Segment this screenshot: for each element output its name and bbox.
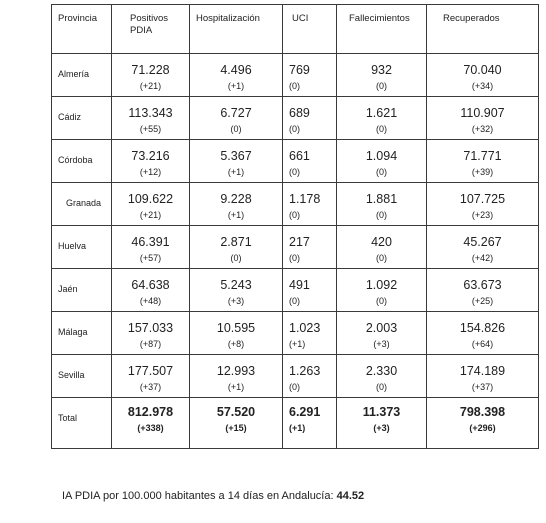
cell-value: 1.094 bbox=[365, 149, 398, 163]
cell-hosp bbox=[190, 54, 283, 97]
table-row bbox=[52, 54, 539, 97]
cell-positivos bbox=[112, 97, 190, 140]
cell-hosp bbox=[190, 226, 283, 269]
cell-delta: (+48) bbox=[139, 296, 162, 306]
cell-hosp bbox=[190, 312, 283, 355]
cell-hosp bbox=[190, 355, 283, 398]
cell-delta: (+15) bbox=[225, 423, 247, 433]
cell-positivos bbox=[112, 183, 190, 226]
cell-delta: (0) bbox=[289, 210, 300, 220]
cell-value: 932 bbox=[371, 63, 392, 77]
total-row bbox=[52, 398, 539, 449]
cell-value: 174.189 bbox=[459, 364, 506, 378]
cell-rec bbox=[427, 355, 539, 398]
cell-rec bbox=[427, 398, 539, 449]
cell-positivos bbox=[112, 269, 190, 312]
cell-uci bbox=[283, 312, 337, 355]
cell-delta: (+1) bbox=[227, 167, 245, 177]
cell-value: 12.993 bbox=[216, 364, 256, 378]
cell-value: 1.263 bbox=[289, 364, 321, 378]
cell-value: 2.003 bbox=[365, 321, 398, 335]
table-row bbox=[52, 269, 539, 312]
cell-uci bbox=[283, 398, 337, 449]
cell-hosp bbox=[190, 398, 283, 449]
cell-delta: (+32) bbox=[471, 124, 494, 134]
cell-uci bbox=[283, 140, 337, 183]
cell-value: 798.398 bbox=[459, 405, 506, 419]
cell-delta: (+57) bbox=[139, 253, 162, 263]
cell-uci bbox=[283, 355, 337, 398]
cell-delta: (0) bbox=[376, 81, 387, 91]
cell-delta: (0) bbox=[376, 253, 387, 263]
table-row bbox=[52, 312, 539, 355]
cell-delta: (0) bbox=[289, 382, 300, 392]
cell-value: 1.023 bbox=[289, 321, 321, 335]
cell-provincia: Granada bbox=[52, 183, 112, 226]
cell-delta: (+39) bbox=[471, 167, 494, 177]
cell-positivos bbox=[112, 355, 190, 398]
cell-value: 5.367 bbox=[220, 149, 252, 163]
cell-hosp bbox=[190, 183, 283, 226]
cell-delta: (+21) bbox=[139, 210, 162, 220]
cell-delta: (+37) bbox=[139, 382, 162, 392]
table-row bbox=[52, 140, 539, 183]
cell-value: 9.228 bbox=[220, 192, 252, 206]
cell-delta: (0) bbox=[376, 296, 387, 306]
cell-value: 1.092 bbox=[365, 278, 398, 292]
cell-provincia: Almería bbox=[52, 54, 112, 97]
cell-delta: (0) bbox=[289, 296, 300, 306]
cell-value: 217 bbox=[289, 235, 310, 249]
cell-delta: (+296) bbox=[469, 423, 496, 433]
cell-uci bbox=[283, 226, 337, 269]
cell-value: 64.638 bbox=[131, 278, 170, 292]
cell-delta: (+23) bbox=[471, 210, 494, 220]
cell-hosp bbox=[190, 140, 283, 183]
cell-provincia: Sevilla bbox=[52, 355, 112, 398]
header-hospitalizacion: Hospitalización bbox=[190, 5, 283, 54]
cell-fall bbox=[337, 97, 427, 140]
cell-value: 661 bbox=[289, 149, 310, 163]
cell-positivos bbox=[112, 226, 190, 269]
cell-value: 107.725 bbox=[459, 192, 506, 206]
cell-provincia: Córdoba bbox=[52, 140, 112, 183]
cell-value: 71.771 bbox=[463, 149, 502, 163]
cell-delta: (0) bbox=[289, 81, 300, 91]
cell-uci bbox=[283, 269, 337, 312]
cell-value: 157.033 bbox=[127, 321, 174, 335]
cell-fall bbox=[337, 226, 427, 269]
table-row bbox=[52, 355, 539, 398]
cell-positivos bbox=[112, 140, 190, 183]
cell-value: 10.595 bbox=[216, 321, 256, 335]
cell-value: 6.727 bbox=[220, 106, 252, 120]
cell-delta: (+37) bbox=[471, 382, 494, 392]
cell-fall bbox=[337, 355, 427, 398]
cell-provincia: Cádiz bbox=[52, 97, 112, 140]
cell-value: 71.228 bbox=[131, 63, 170, 77]
cell-value: 1.881 bbox=[365, 192, 398, 206]
cell-rec bbox=[427, 183, 539, 226]
cell-value: 11.373 bbox=[362, 405, 401, 419]
cell-value: 769 bbox=[289, 63, 310, 77]
cell-value: 109.622 bbox=[127, 192, 174, 206]
cell-provincia: Jaén bbox=[52, 269, 112, 312]
cell-provincia: Huelva bbox=[52, 226, 112, 269]
cell-provincia: Málaga bbox=[52, 312, 112, 355]
cell-delta: (0) bbox=[376, 382, 387, 392]
cell-delta: (+1) bbox=[289, 339, 306, 349]
table-row bbox=[52, 226, 539, 269]
cell-provincia: Total bbox=[52, 398, 112, 449]
cell-delta: (+34) bbox=[471, 81, 494, 91]
cell-fall bbox=[337, 269, 427, 312]
cell-delta: (0) bbox=[376, 124, 387, 134]
cell-delta: (+8) bbox=[227, 339, 245, 349]
cell-rec bbox=[427, 140, 539, 183]
cell-delta: (0) bbox=[289, 124, 300, 134]
cell-positivos bbox=[112, 398, 190, 449]
cell-value: 2.871 bbox=[220, 235, 252, 249]
cell-delta: (+42) bbox=[471, 253, 494, 263]
cell-fall bbox=[337, 140, 427, 183]
cell-delta: (0) bbox=[289, 253, 300, 263]
cell-value: 110.907 bbox=[460, 106, 505, 120]
cell-hosp bbox=[190, 97, 283, 140]
cell-uci bbox=[283, 54, 337, 97]
covid-data-table bbox=[51, 4, 539, 449]
cell-delta: (0) bbox=[230, 253, 242, 263]
cell-delta: (+12) bbox=[139, 167, 162, 177]
cell-value: 63.673 bbox=[463, 278, 502, 292]
cell-delta: (+338) bbox=[137, 423, 164, 433]
cell-value: 57.520 bbox=[216, 405, 256, 419]
footer-note bbox=[62, 490, 364, 502]
header-recuperados: Recuperados bbox=[427, 5, 539, 54]
cell-delta: (0) bbox=[376, 210, 387, 220]
cell-value: 5.243 bbox=[220, 278, 252, 292]
cell-value: 73.216 bbox=[131, 149, 170, 163]
footer-value: 44.52 bbox=[336, 490, 365, 502]
cell-delta: (+1) bbox=[227, 382, 245, 392]
cell-fall bbox=[337, 312, 427, 355]
cell-uci bbox=[283, 183, 337, 226]
table-header-row bbox=[52, 5, 539, 54]
cell-delta: (+1) bbox=[289, 423, 306, 433]
cell-delta: (0) bbox=[376, 167, 387, 177]
footer-text: IA PDIA por 100.000 habitantes a 14 días en Andalucía: bbox=[62, 490, 337, 502]
cell-value: 1.178 bbox=[289, 192, 321, 206]
cell-delta: (+87) bbox=[139, 339, 162, 349]
cell-rec bbox=[427, 312, 539, 355]
cell-value: 1.621 bbox=[365, 106, 398, 120]
cell-delta: (0) bbox=[230, 124, 242, 134]
table-row bbox=[52, 97, 539, 140]
cell-uci bbox=[283, 97, 337, 140]
cell-delta: (+3) bbox=[373, 339, 390, 349]
cell-positivos bbox=[112, 312, 190, 355]
cell-value: 491 bbox=[289, 278, 310, 292]
cell-value: 45.267 bbox=[463, 235, 502, 249]
cell-value: 812.978 bbox=[127, 405, 174, 419]
header-uci: UCI bbox=[283, 5, 337, 54]
cell-delta: (+3) bbox=[227, 296, 245, 306]
cell-value: 177.507 bbox=[127, 364, 174, 378]
cell-value: 70.040 bbox=[463, 63, 502, 77]
cell-value: 420 bbox=[371, 235, 392, 249]
cell-delta: (+21) bbox=[139, 81, 162, 91]
cell-value: 4.496 bbox=[220, 63, 252, 77]
cell-value: 2.330 bbox=[365, 364, 398, 378]
header-positivos: Positivos PDIA bbox=[112, 5, 190, 54]
cell-hosp bbox=[190, 269, 283, 312]
table-row bbox=[52, 183, 539, 226]
cell-delta: (+55) bbox=[139, 124, 162, 134]
cell-positivos bbox=[112, 54, 190, 97]
cell-fall bbox=[337, 398, 427, 449]
cell-delta: (+64) bbox=[471, 339, 494, 349]
cell-delta: (0) bbox=[289, 167, 300, 177]
cell-value: 689 bbox=[289, 106, 310, 120]
cell-rec bbox=[427, 54, 539, 97]
header-fallecimientos: Fallecimientos bbox=[337, 5, 427, 54]
cell-rec bbox=[427, 226, 539, 269]
cell-value: 113.343 bbox=[128, 106, 173, 120]
cell-delta: (+3) bbox=[373, 423, 390, 433]
header-provincia: Provincia bbox=[52, 5, 112, 54]
cell-rec bbox=[427, 269, 539, 312]
cell-fall bbox=[337, 54, 427, 97]
cell-delta: (+1) bbox=[227, 81, 245, 91]
cell-value: 6.291 bbox=[289, 405, 321, 419]
cell-delta: (+1) bbox=[227, 210, 245, 220]
cell-value: 154.826 bbox=[459, 321, 506, 335]
cell-delta: (+25) bbox=[471, 296, 494, 306]
cell-value: 46.391 bbox=[131, 235, 170, 249]
cell-rec bbox=[427, 97, 539, 140]
cell-fall bbox=[337, 183, 427, 226]
